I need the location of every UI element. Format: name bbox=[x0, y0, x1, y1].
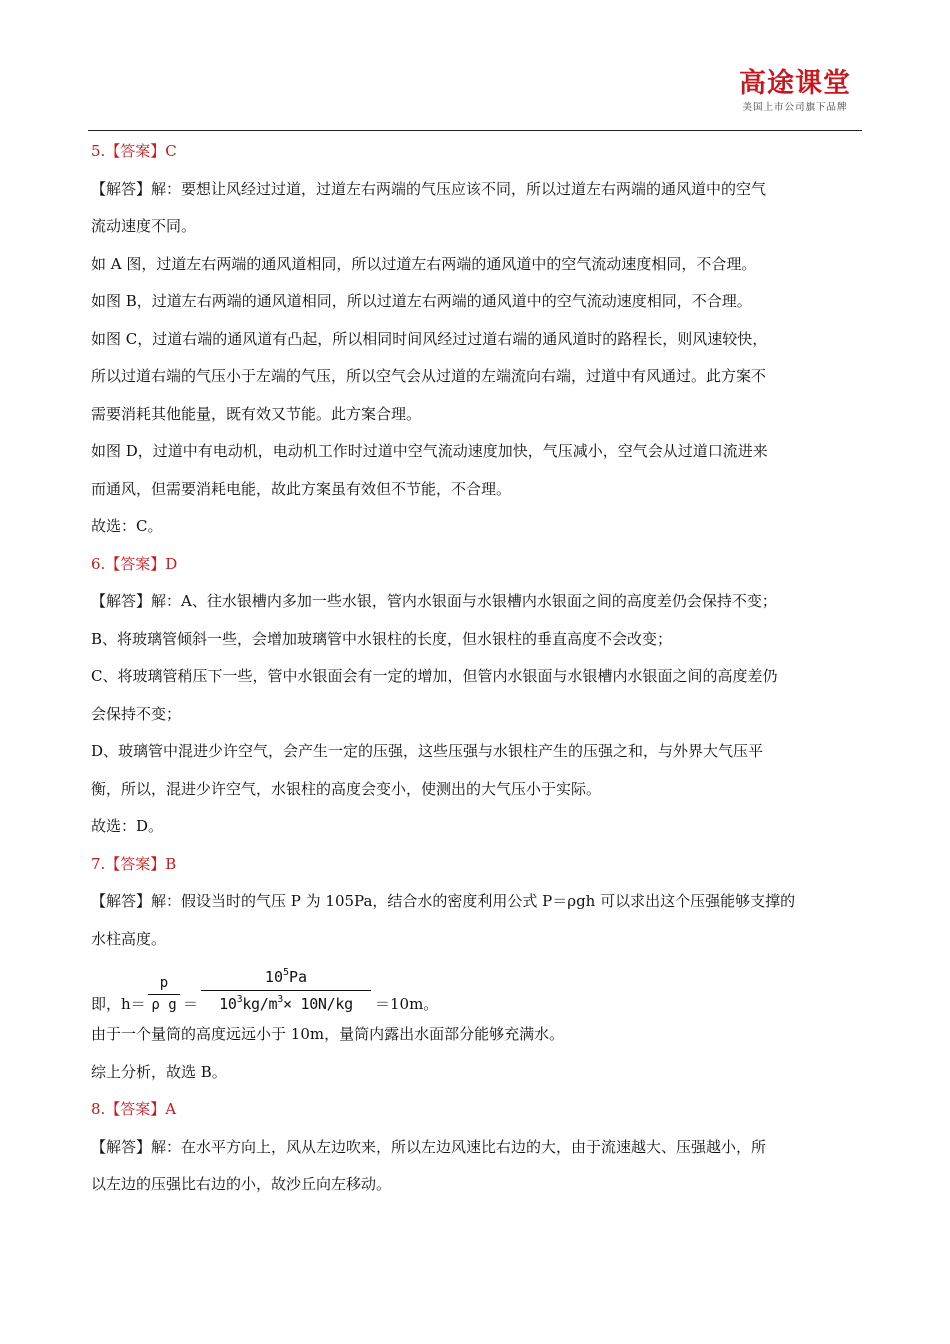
answer-content bbox=[91, 133, 859, 1204]
q5-line: 如图 D，过道中有电动机，电动机工作时过道中空气流动速度加快，气压减小，空气会从过道口流进来 bbox=[91, 442, 768, 460]
q7-line: 【解答】解：假设当时的气压 P 为 105Pa，结合水的密度利用公式 P＝ρgh 可以求出这个压强能够支撑的 bbox=[91, 892, 796, 910]
formula-prefix: 即，h＝ bbox=[91, 995, 146, 1013]
q6-line: D、玻璃管中混进少许空气，会产生一定的压强，这些压强与水银柱产生的压强之和，与外界大气压平 bbox=[91, 742, 764, 760]
q5-line: 而通风，但需要消耗电能，故此方案虽有效但不节能，不合理。 bbox=[91, 479, 512, 498]
q8-line: 以左边的压强比右边的小，故沙丘向左移动。 bbox=[91, 1175, 392, 1193]
formula-equals: ＝ bbox=[183, 995, 199, 1013]
q5-line: 流动速度不同。 bbox=[91, 217, 197, 235]
q7-answer-heading: 7.【答案】B bbox=[91, 854, 177, 873]
fraction-p-over-rho-g bbox=[148, 974, 180, 1015]
q6-answer-heading: 6.【答案】D bbox=[91, 554, 178, 573]
brand-name: 高途课堂 bbox=[739, 68, 851, 99]
formula-result: ＝10m。 bbox=[375, 995, 439, 1013]
brand-logo bbox=[730, 68, 860, 115]
q6-line: 故选：D。 bbox=[91, 817, 164, 835]
q5-answer-heading: 5.【答案】C bbox=[91, 142, 177, 160]
q7-line: 综上分析，故选 B。 bbox=[91, 1062, 227, 1081]
q6-line: 【解答】解：A、往水银槽内多加一些水银，管内水银面与水银槽内水银面之间的高度差仍会保持不变； bbox=[91, 592, 777, 610]
q6-line: 会保持不变； bbox=[91, 704, 182, 723]
header-divider bbox=[88, 130, 862, 131]
q6-line: 衡，所以，混进少许空气，水银柱的高度会变小，使测出的大气压小于实际。 bbox=[91, 779, 602, 798]
brand-tagline: 美国上市公司旗下品牌 bbox=[742, 102, 848, 113]
q5-line: 所以过道右端的气压小于左端的气压，所以空气会从过道的左端流向右端，过道中有风通过。此方案不 bbox=[91, 367, 767, 385]
q5-line: 如图 C，过道右端的通风道有凸起，所以相同时间风经过过道右端的通风道时的路程长，则风速较快， bbox=[91, 329, 768, 348]
q5-line: 如 A 图，过道左右两端的通风道相同，所以过道左右两端的通风道中的空气流动速度相同，不合理。 bbox=[91, 254, 757, 273]
fraction-denominator: $10^3kg/m^3\times 10N/kg$ bbox=[219, 994, 353, 1013]
q8-answer-heading: 8.【答案】A bbox=[91, 1100, 177, 1118]
q6-line: B、将玻璃管倾斜一些，会增加玻璃管中水银柱的长度，但水银柱的垂直高度不会改变； bbox=[91, 629, 673, 648]
q5-line: 需要消耗其他能量，既有效又节能。此方案合理。 bbox=[91, 404, 422, 423]
fraction-denominator: ρ g bbox=[151, 997, 177, 1013]
q7-line: 由于一个量筒的高度远远小于 10m，量筒内露出水面部分能够充满水。 bbox=[91, 1025, 565, 1043]
q7-line: 水柱高度。 bbox=[91, 929, 167, 948]
fraction-numerator: p bbox=[148, 974, 180, 995]
q5-line: 如图 B，过道左右两端的通风道相同，所以过道左右两端的通风道中的空气流动速度相同，不合理。 bbox=[91, 292, 752, 310]
fraction-numeric bbox=[201, 960, 371, 1013]
q6-line: C、将玻璃管稍压下一些，管中水银面会有一定的增加，但管内水银面与水银槽内水银面之间的高度差仍 bbox=[91, 667, 778, 685]
fraction-numerator: $10^5Pa$ bbox=[201, 960, 371, 991]
height-formula bbox=[91, 960, 859, 1016]
q8-line: 【解答】解：在水平方向上，风从左边吹来，所以左边风速比右边的大，由于流速越大、压强越小，所 bbox=[91, 1137, 767, 1156]
q5-line: 故选：C。 bbox=[91, 517, 163, 535]
q5-line: 【解答】解：要想让风经过过道，过道左右两端的气压应该不同，所以过道左右两端的通风道中的空气 bbox=[91, 179, 767, 198]
